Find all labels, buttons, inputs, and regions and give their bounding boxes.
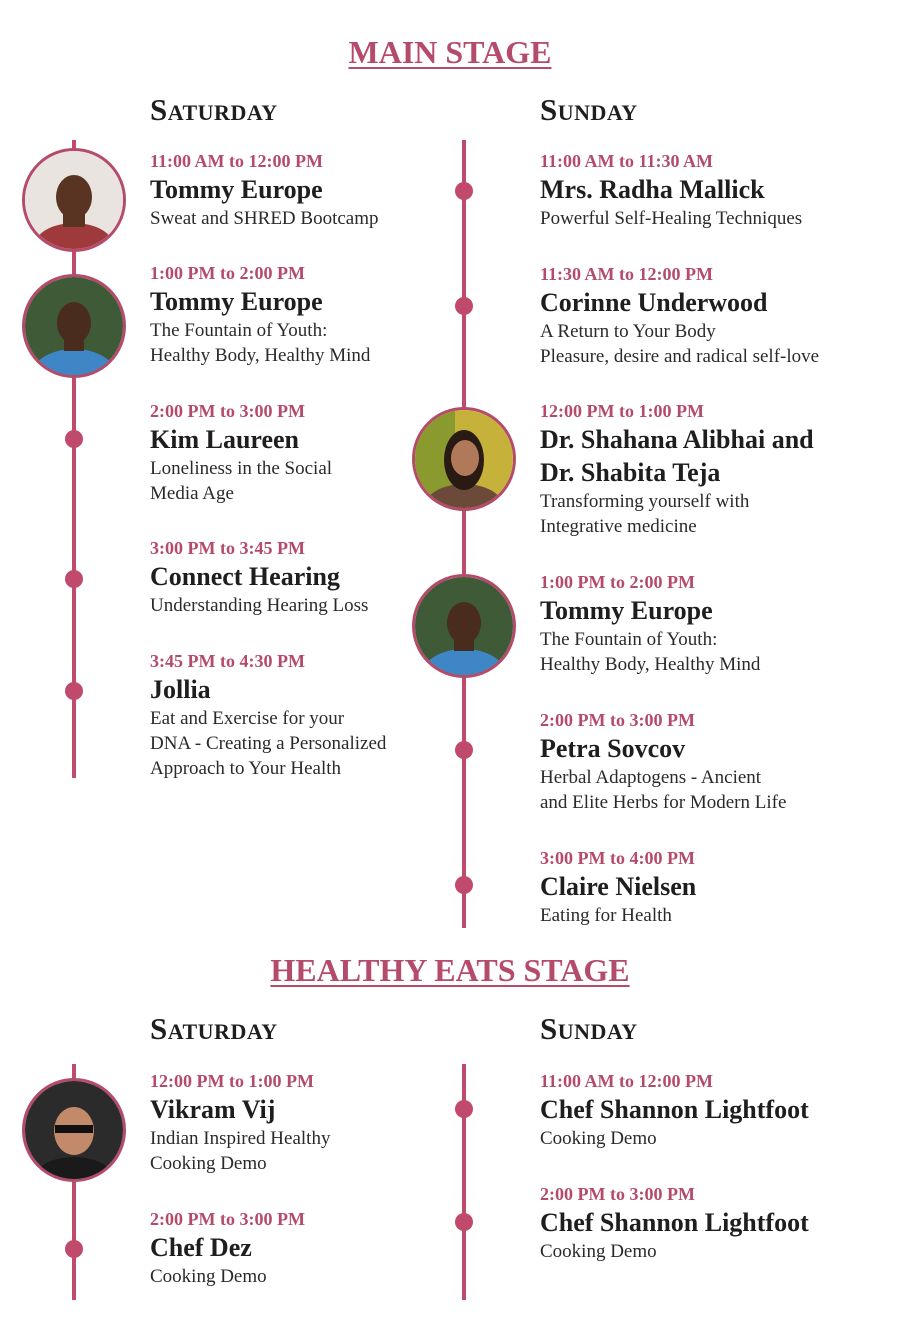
session-speaker: Chef Shannon Lightfoot	[540, 1095, 809, 1124]
session-time: 12:00 PM to 1:00 PM	[540, 401, 704, 421]
session-time: 11:30 AM to 12:00 PM	[540, 264, 713, 284]
main-saturday-heading: Saturday	[150, 92, 278, 127]
session-speaker: Tommy Europe	[540, 596, 713, 625]
session-description: Eat and Exercise for your	[150, 708, 345, 729]
session-time: 1:00 PM to 2:00 PM	[540, 572, 695, 592]
session-description: Loneliness in the Social	[150, 458, 333, 479]
session-entry	[150, 261, 470, 368]
session-speaker: Claire Nielsen	[540, 872, 697, 901]
session-entry	[150, 649, 470, 781]
timeline-dot-icon	[455, 1100, 473, 1118]
session-entry	[540, 1069, 880, 1151]
timeline-dot-icon	[455, 297, 473, 315]
session-time: 11:00 AM to 11:30 AM	[540, 151, 713, 171]
timeline-dot-icon	[455, 876, 473, 894]
session-speaker: Petra Sovcov	[540, 734, 686, 763]
session-description: Integrative medicine	[540, 516, 697, 537]
session-speaker: Tommy Europe	[150, 287, 323, 316]
session-speaker: Jollia	[150, 675, 211, 704]
session-description: Sweat and SHRED Bootcamp	[150, 208, 379, 229]
session-description: Cooking Demo	[150, 1266, 267, 1287]
session-speaker: Connect Hearing	[150, 562, 340, 591]
session-speaker: Chef Dez	[150, 1233, 252, 1262]
main-sunday-heading: Sunday	[540, 92, 638, 127]
session-description: Approach to Your Health	[150, 758, 342, 779]
healthy-eats-stage-title: HEALTHY EATS STAGE	[270, 952, 630, 988]
session-description: Indian Inspired Healthy	[150, 1128, 331, 1149]
session-speaker: Corinne Underwood	[540, 288, 768, 317]
main-stage-title: MAIN STAGE	[348, 34, 552, 70]
session-speaker: Mrs. Radha Mallick	[540, 175, 765, 204]
session-time: 3:00 PM to 4:00 PM	[540, 848, 695, 868]
session-time: 2:00 PM to 3:00 PM	[150, 401, 305, 421]
session-speaker: Kim Laureen	[150, 425, 300, 454]
session-entry	[540, 570, 880, 677]
session-description: Cooking Demo	[540, 1241, 657, 1262]
speaker-photo-icon	[412, 574, 516, 678]
timeline-dot-icon	[65, 570, 83, 588]
session-description: Cooking Demo	[150, 1153, 267, 1174]
timeline-dot-icon	[65, 1240, 83, 1258]
timeline-dot-icon	[65, 430, 83, 448]
session-speaker: Dr. Shabita Teja	[540, 458, 721, 487]
main-sunday-timeline	[462, 140, 466, 928]
session-time: 11:00 AM to 12:00 PM	[540, 1071, 713, 1091]
session-entry	[150, 1207, 470, 1289]
session-description: DNA - Creating a Personalized	[150, 733, 387, 754]
session-description: Eating for Health	[540, 905, 672, 926]
eats-sunday-heading: Sunday	[540, 1011, 638, 1046]
session-entry	[540, 262, 880, 369]
timeline-dot-icon	[455, 1213, 473, 1231]
session-time: 3:45 PM to 4:30 PM	[150, 651, 305, 671]
session-description: The Fountain of Youth:	[150, 320, 328, 341]
session-entry	[150, 149, 470, 231]
session-time: 2:00 PM to 3:00 PM	[540, 1184, 695, 1204]
session-description: A Return to Your Body	[540, 321, 716, 342]
session-speaker: Tommy Europe	[150, 175, 323, 204]
session-time: 2:00 PM to 3:00 PM	[150, 1209, 305, 1229]
session-description: Transforming yourself with	[540, 491, 750, 512]
timeline-dot-icon	[65, 682, 83, 700]
eats-saturday-heading: Saturday	[150, 1011, 278, 1046]
session-entry	[540, 1182, 880, 1264]
speaker-photo-icon	[22, 1078, 126, 1182]
session-entry	[540, 708, 880, 815]
session-time: 2:00 PM to 3:00 PM	[540, 710, 695, 730]
session-entry	[540, 399, 880, 539]
session-description: Healthy Body, Healthy Mind	[540, 654, 761, 675]
session-description: and Elite Herbs for Modern Life	[540, 792, 787, 813]
session-description: Healthy Body, Healthy Mind	[150, 345, 371, 366]
session-time: 12:00 PM to 1:00 PM	[150, 1071, 314, 1091]
session-entry	[150, 1069, 470, 1176]
session-description: Herbal Adaptogens - Ancient	[540, 767, 762, 788]
session-description: Understanding Hearing Loss	[150, 595, 369, 616]
session-entry	[540, 846, 880, 928]
session-speaker: Vikram Vij	[150, 1095, 276, 1124]
session-speaker: Chef Shannon Lightfoot	[540, 1208, 809, 1237]
session-time: 1:00 PM to 2:00 PM	[150, 263, 305, 283]
session-description: Pleasure, desire and radical self-love	[540, 346, 820, 367]
session-entry	[540, 149, 880, 231]
session-time: 11:00 AM to 12:00 PM	[150, 151, 323, 171]
session-description: Cooking Demo	[540, 1128, 657, 1149]
session-description: Media Age	[150, 483, 234, 504]
speaker-photo-icon	[412, 407, 516, 511]
session-description: Powerful Self-Healing Techniques	[540, 208, 803, 229]
session-time: 3:00 PM to 3:45 PM	[150, 538, 305, 558]
session-description: The Fountain of Youth:	[540, 629, 718, 650]
timeline-dot-icon	[455, 741, 473, 759]
timeline-dot-icon	[455, 182, 473, 200]
speaker-photo-icon	[22, 274, 126, 378]
session-speaker: Dr. Shahana Alibhai and	[540, 425, 814, 454]
speaker-photo-icon	[22, 148, 126, 252]
